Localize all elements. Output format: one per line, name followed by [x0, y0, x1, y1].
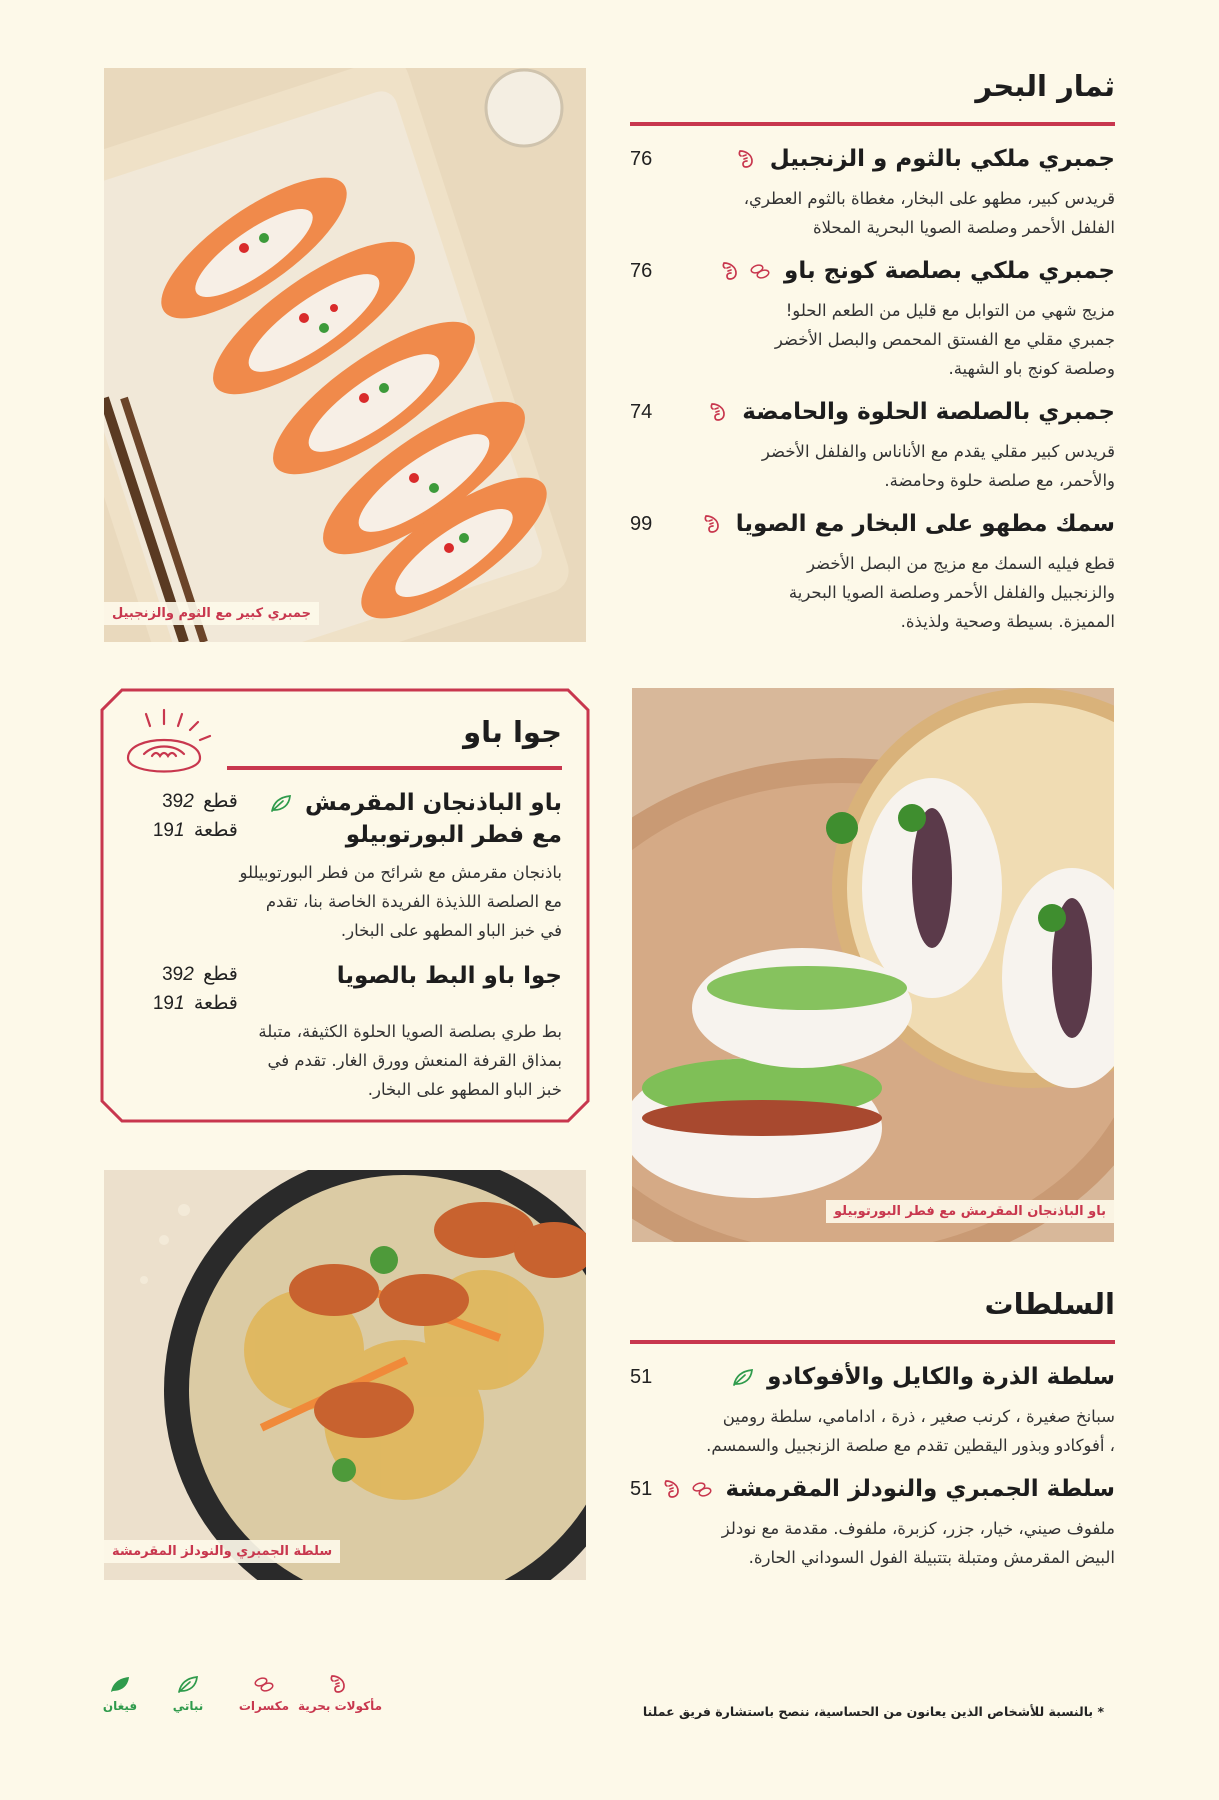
item-description: في خبز الباو المطهو على البخار. — [340, 921, 562, 940]
option-count: 1 — [174, 993, 185, 1014]
item-price: 76 — [630, 147, 653, 170]
option-price: 19 — [152, 993, 174, 1014]
item-description: والأحمر، مع صلصة حلوة وحامضة. — [884, 471, 1115, 490]
bao-section — [122, 712, 562, 1104]
bao-box — [100, 688, 590, 1123]
item-name: سلطة الذرة والكايل والأفوكادو — [767, 1364, 1115, 1390]
seafood-divider — [630, 122, 1115, 126]
item-description: قطع فيليه السمك مع مزيج من البصل الأخضر — [806, 554, 1115, 573]
item-description: وصلصة كونج باو الشهية. — [948, 359, 1115, 378]
item-description: المميزة. بسيطة وصحية ولذيذة. — [900, 612, 1115, 631]
bao-photo — [632, 688, 1114, 1242]
vegan-leaf-icon — [106, 1672, 134, 1696]
legend-nuts — [236, 1672, 292, 1713]
salads-title: السلطات — [984, 1287, 1115, 1321]
shrimp-icon — [660, 1477, 684, 1501]
menu-item — [122, 963, 562, 1104]
allergy-footnote: * بالنسبة للأشخاص الذين يعانون من الحساسية، ننصح باستشارة فريق عملنا — [642, 1704, 1104, 1719]
item-description: بط طري بصلصة الصويا الحلوة الكثيفة، متبلة — [258, 1022, 562, 1041]
shrimp-icon — [718, 259, 742, 283]
item-name: مع فطر البورتوبيلو — [345, 822, 562, 848]
price-option — [122, 819, 238, 842]
option-count: 2 — [183, 791, 194, 812]
option-price: 39 — [162, 791, 184, 812]
item-name: جمبري ملكي بصلصة كونج باو — [784, 258, 1115, 284]
nuts-icon — [748, 259, 772, 283]
leaf-icon — [174, 1672, 202, 1696]
salads-divider — [630, 1340, 1115, 1344]
option-unit: قطعة — [193, 993, 238, 1014]
item-description: خبز الباو المطهو على البخار. — [367, 1080, 562, 1099]
item-description: بمذاق القرفة المنعش وورق الغار. تقدم في — [267, 1051, 562, 1070]
salad-photo — [104, 1170, 586, 1580]
shrimp-icon — [324, 1672, 352, 1696]
item-price: 51 — [630, 1365, 653, 1388]
item-name: باو الباذنجان المقرمش — [305, 790, 562, 816]
item-price: 74 — [630, 400, 653, 423]
shrimp-icon — [706, 400, 730, 424]
shrimp-photo-caption: جمبري كبير مع الثوم والزنجبيل — [104, 602, 319, 625]
option-unit: قطع — [203, 964, 238, 985]
option-count: 2 — [183, 964, 194, 985]
option-unit: قطع — [203, 791, 238, 812]
legend-vegetarian — [168, 1672, 208, 1713]
nuts-icon — [690, 1477, 714, 1501]
seafood-section — [630, 66, 1115, 636]
item-description: مزيج شهي من التوابل مع قليل من الطعم الحلو! — [785, 301, 1115, 320]
option-price: 19 — [152, 820, 174, 841]
menu-item — [630, 1364, 1115, 1460]
price-option — [122, 963, 238, 986]
menu-item — [630, 511, 1115, 636]
legend-seafood-label: مأكولات بحرية — [298, 1699, 383, 1713]
item-description: مع الصلصة اللذيذة الفريدة الخاصة بنا، تقدم — [265, 892, 562, 911]
bao-divider — [227, 766, 562, 770]
option-price: 39 — [162, 964, 184, 985]
salads-section — [630, 1284, 1115, 1572]
price-option — [122, 992, 238, 1015]
menu-item — [630, 1476, 1115, 1572]
item-description: قريدس كبير مقلي يقدم مع الأناناس والفلفل الأخضر — [761, 442, 1115, 461]
leaf-icon — [731, 1365, 755, 1389]
shrimp-icon — [700, 512, 724, 536]
menu-item — [122, 790, 562, 945]
item-description: الفلفل الأحمر وصلصة الصويا البحرية المحلاة — [812, 218, 1115, 237]
legend-vegetarian-label: نباتي — [172, 1699, 204, 1713]
seafood-title: ثمار البحر — [975, 69, 1115, 103]
legend-seafood — [298, 1672, 383, 1713]
option-count: 1 — [174, 820, 185, 841]
menu-item — [630, 146, 1115, 242]
item-price: 76 — [630, 259, 653, 282]
bao-title: جوا باو — [463, 715, 562, 749]
item-description: البيض المقرمش ومتبلة بتتبيلة الفول السوداني الحارة. — [748, 1548, 1115, 1567]
item-price: 51 — [630, 1477, 653, 1500]
option-unit: قطعة — [193, 820, 238, 841]
item-price: 99 — [630, 512, 653, 535]
item-description: ، أفوكادو وبذور اليقطين تقدم مع صلصة الزنجبيل والسمسم. — [706, 1436, 1115, 1455]
menu-item — [630, 258, 1115, 383]
price-option — [122, 790, 238, 813]
shrimp-icon — [734, 147, 758, 171]
item-description: ملفوف صيني، خيار، جزر، كزبرة، ملفوف. مقدمة مع نودلز — [721, 1519, 1115, 1538]
item-description: والزنجبيل والفلفل الأحمر وصلصة الصويا البحرية — [788, 583, 1115, 602]
item-name: سلطة الجمبري والنودلز المقرمشة — [725, 1476, 1115, 1502]
item-name: جمبري ملكي بالثوم و الزنجبيل — [769, 146, 1115, 172]
legend-vegan-label: فيغان — [102, 1699, 138, 1713]
item-name: جوا باو البط بالصويا — [336, 963, 562, 989]
salad-photo-caption: سلطة الجمبري والنودلز المقرمشة — [104, 1540, 340, 1563]
item-description: سبانخ صغيرة ، كرنب صغير ، ذرة ، ادامامي، سلطة رومين — [722, 1407, 1115, 1426]
legend-vegan — [100, 1672, 140, 1713]
item-name: جمبري بالصلصة الحلوة والحامضة — [742, 399, 1115, 425]
bao-photo-caption: باو الباذنجان المقرمش مع فطر البورتوبيلو — [826, 1200, 1114, 1223]
item-description: قريدس كبير، مطهو على البخار، مغطاة بالثوم العطري، — [743, 189, 1115, 208]
menu-item — [630, 399, 1115, 495]
shrimp-photo — [104, 68, 586, 642]
leaf-icon — [269, 791, 293, 815]
nuts-icon — [250, 1672, 278, 1696]
item-name: سمك مطهو على البخار مع الصويا — [735, 511, 1115, 537]
legend-nuts-label: مكسرات — [238, 1699, 290, 1713]
item-description: باذنجان مقرمش مع شرائح من فطر البورتوبيللو — [239, 863, 562, 882]
item-description: جمبري مقلي مع الفستق المحمص والبصل الأخضر — [774, 330, 1115, 349]
